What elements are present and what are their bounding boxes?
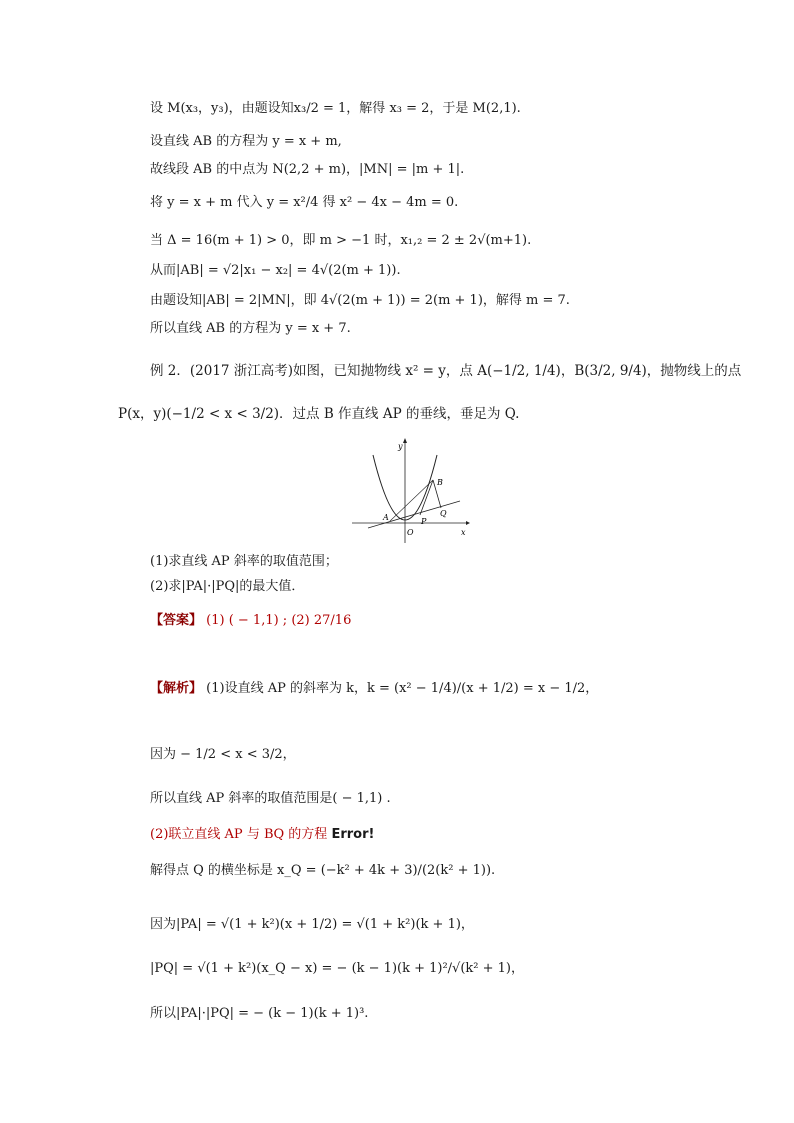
label-b: B	[437, 478, 443, 487]
analysis-line-4	[150, 826, 374, 844]
analysis-line-2: 因为 − 1/2 < x < 3/2，	[150, 747, 296, 762]
solution-line-7: 由题设知|AB| = 2|MN|，即 4√(2(m + 1)) = 2(m + 1)，解得 m = 7.	[150, 293, 570, 308]
analysis-line-8: 所以|PA|·|PQ| = − (k − 1)(k + 1)³.	[150, 1006, 369, 1021]
label-y: y	[398, 442, 403, 451]
analysis-line-1-text: (1)设直线 AP 的斜率为 k，k = (x² − 1/4)/(x + 1/2) = x − 1/2，	[206, 681, 599, 696]
analysis-line-4-text: (2)联立直线 AP 与 BQ 的方程	[150, 827, 328, 842]
x-axis-arrow	[466, 521, 470, 525]
answer-line	[150, 612, 351, 630]
solution-line-6: 从而|AB| = √2|x₁ − x₂| = 4√(2(m + 1)).	[150, 263, 401, 278]
solution-line-1: 设 M(x₃，y₃)，由题设知x₃/2 = 1，解得 x₃ = 2，于是 M(2,1).	[150, 101, 521, 116]
label-p: P	[421, 517, 427, 526]
label-x: x	[461, 528, 466, 537]
question-2: (2)求|PA|·|PQ|的最大值．	[150, 579, 305, 594]
question-1: (1)求直线 AP 斜率的取值范围；	[150, 554, 338, 569]
label-a: A	[383, 513, 389, 522]
error-text: Error!	[331, 827, 375, 842]
solution-line-2: 设直线 AB 的方程为 y = x + m,	[150, 134, 342, 149]
analysis-line-7: |PQ| = √(1 + k²)(x_Q − x) = − (k − 1)(k + 1)²/√(k² + 1)，	[150, 961, 525, 976]
parabola-diagram	[350, 435, 470, 545]
answer-text: (1) ( − 1,1) ; (2) 27/16	[206, 613, 352, 628]
answer-tag: 【答案】	[150, 613, 203, 628]
solution-line-5: 当 Δ = 16(m + 1) > 0，即 m > −1 时，x₁,₂ = 2 ± 2√(m+1).	[150, 233, 532, 248]
label-q: Q	[440, 509, 447, 518]
analysis-tag: 【解析】	[150, 681, 203, 696]
analysis-line-3: 所以直线 AP 斜率的取值范围是( − 1,1) .	[150, 791, 391, 806]
solution-line-4: 将 y = x + m 代入 y = x²/4 得 x² − 4x − 4m = 0.	[150, 195, 459, 210]
analysis-line-5: 解得点 Q 的横坐标是 x_Q = (−k² + 4k + 3)/(2(k² + 1)).	[150, 863, 496, 878]
analysis-line-6: 因为|PA| = √(1 + k²)(x + 1/2) = √(1 + k²)(k + 1)，	[150, 917, 474, 932]
example-statement-line-2: P(x，y)(−1/2 < x < 3/2)．过点 B 作直线 AP 的垂线，垂足为 Q.	[118, 406, 520, 422]
label-o: O	[407, 528, 414, 537]
analysis-line-1	[150, 680, 598, 698]
solution-line-3: 故线段 AB 的中点为 N(2,2 + m)，|MN| = |m + 1|.	[150, 162, 465, 177]
parabola-figure	[350, 435, 470, 545]
example-statement-line-1: 例 2．(2017 浙江高考)如图，已知抛物线 x² = y，点 A(−1/2, 1/4)，B(3/2, 9/4)，抛物线上的点	[150, 363, 742, 379]
y-axis-arrow	[403, 438, 407, 443]
solution-line-8: 所以直线 AB 的方程为 y = x + 7.	[150, 321, 351, 336]
